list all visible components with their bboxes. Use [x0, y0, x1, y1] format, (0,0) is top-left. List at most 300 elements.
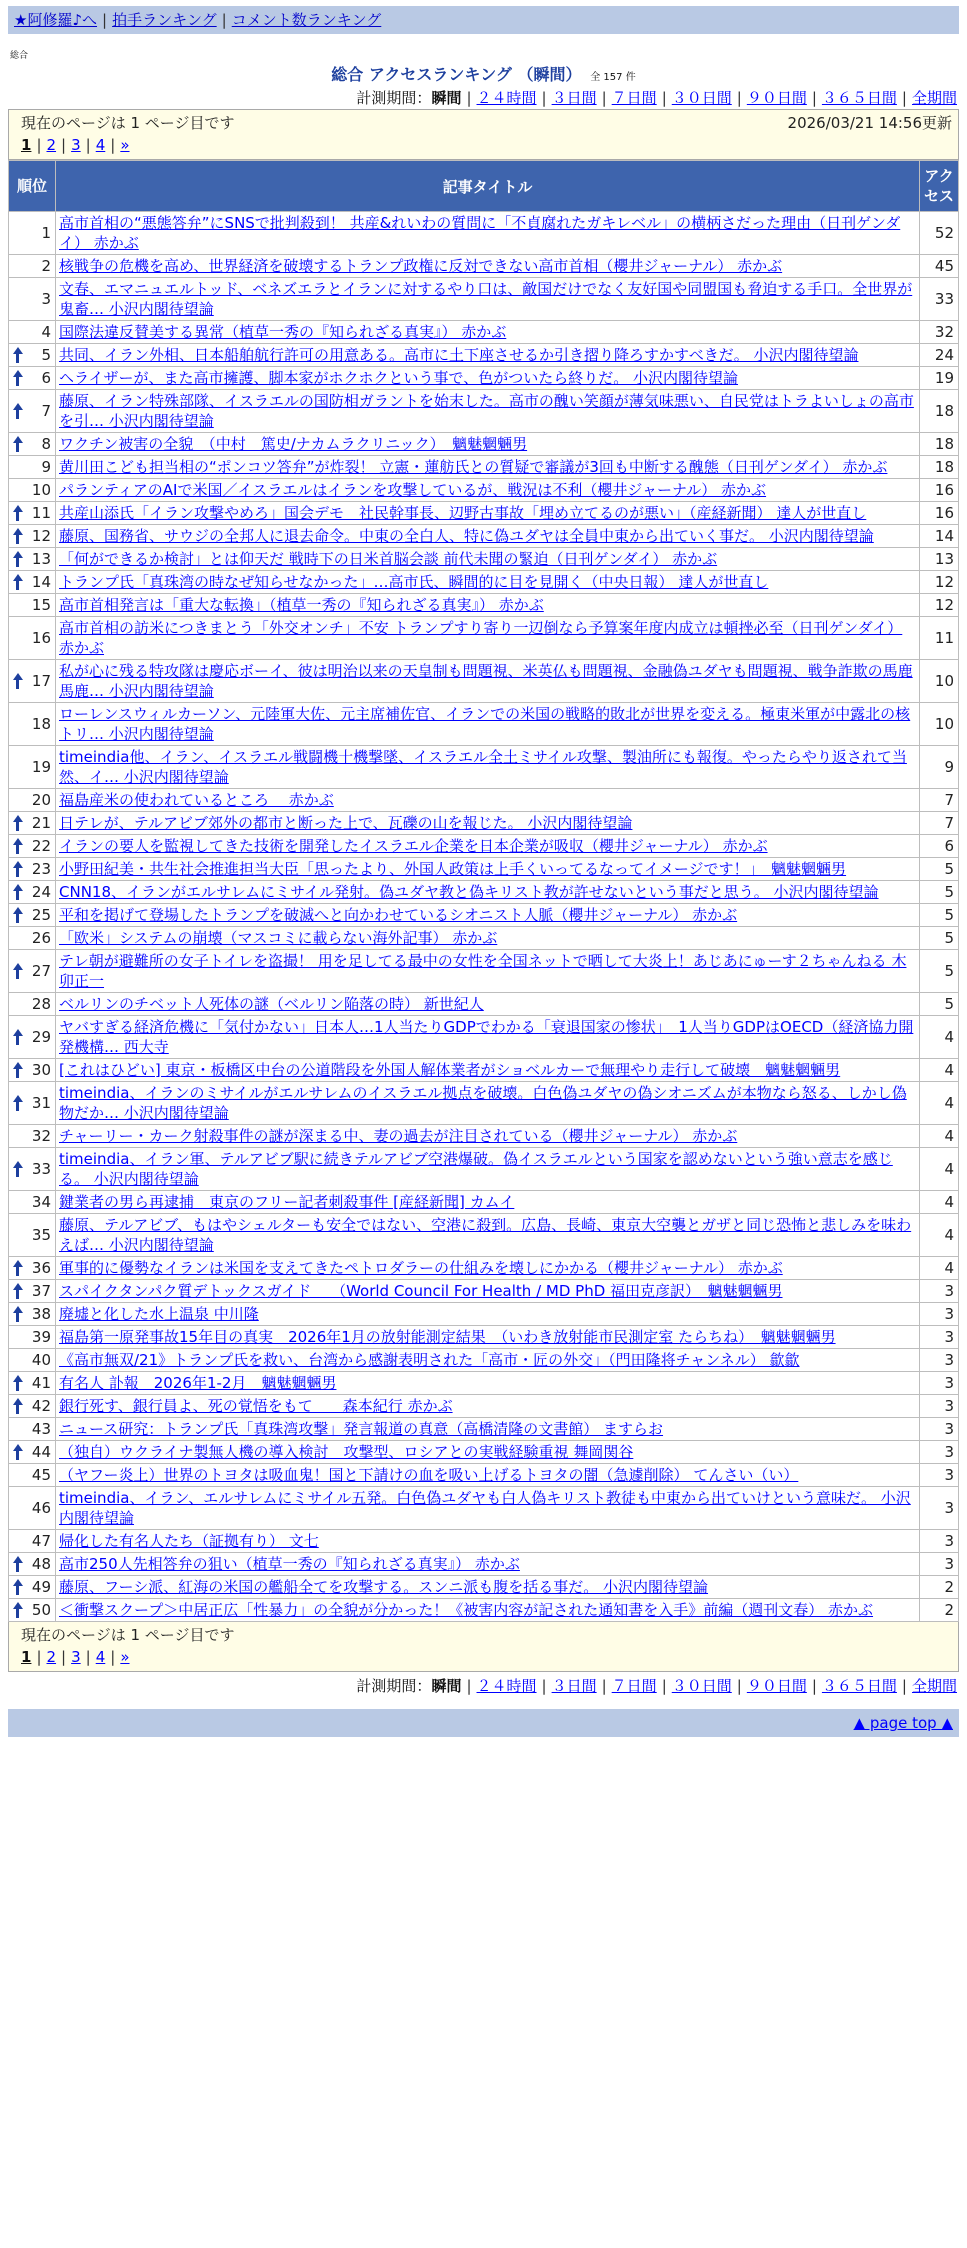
title-cell [56, 1191, 920, 1214]
article-link[interactable]: 《高市無双/21》トランプ氏を救い、台湾から感謝表明された「高市・匠の外交」（門田隆将チャンネル） 歙歙 [59, 1351, 800, 1369]
rank-cell [9, 212, 56, 255]
rank-number: 29 [31, 1028, 51, 1046]
table-row [9, 278, 959, 321]
rank-number: 35 [31, 1226, 51, 1244]
article-link[interactable]: ＜衝撃スクープ＞中居正広「性暴力」の全貌が分かった！《被害内容が記された通知書を入手》前編（週刊文春） 赤かぶ [59, 1601, 874, 1619]
article-link[interactable]: 藤原、イラン特殊部隊、イスラエルの国防相ガラントを始末した。高市の醜い笑顔が薄気味悪い、自民党はトラよいしょの高市を引… 小沢内閣待望論 [59, 392, 914, 430]
article-link[interactable]: 小野田紀美・共生社会推進担当大臣「思ったより、外国人政策は上手くいってるなってイメージです！」 魑魅魍魎男 [59, 860, 847, 878]
table-row [9, 525, 959, 548]
access-count: 18 [920, 433, 959, 456]
page-link[interactable]: 3 [71, 136, 81, 154]
rank-number: 8 [41, 435, 51, 453]
table-row [9, 950, 959, 993]
table-row [9, 212, 959, 255]
current-page-text: 現在のページは 1 ページ目です [21, 1626, 235, 1644]
article-link[interactable]: ヘライザーが、また高市擁護、脚本家がホクホクという事で、色がついたら終りだ。 小沢内閣待望論 [59, 369, 739, 387]
rank-number: 46 [31, 1499, 51, 1517]
rank-number: 3 [41, 290, 51, 308]
rank-number: 10 [31, 481, 51, 499]
rank-up-arrow-icon [12, 436, 23, 452]
access-count: 4 [920, 1059, 959, 1082]
access-count: 18 [920, 390, 959, 433]
table-row [9, 594, 959, 617]
rank-cell [9, 927, 56, 950]
genre-label: 総合 [10, 51, 29, 61]
title-cell [56, 927, 920, 950]
article-link[interactable]: ワクチン被害の全貌 （中村 篤史/ナカムラクリニック） 魑魅魍魎男 [59, 435, 528, 453]
period-separator: | [661, 1677, 667, 1695]
rank-number: 16 [31, 629, 51, 647]
table-row [9, 1418, 959, 1441]
rank-cell [9, 1214, 56, 1257]
table-row [9, 433, 959, 456]
page-link[interactable]: 2 [46, 1648, 57, 1666]
table-row [9, 927, 959, 950]
rank-cell [9, 703, 56, 746]
rank-cell [9, 858, 56, 881]
rank-number: 17 [31, 672, 51, 690]
table-row [9, 1576, 959, 1599]
table-row [9, 1599, 959, 1622]
period-link[interactable]: ３日間 [551, 1677, 597, 1695]
article-link[interactable]: ヤバすぎる経済危機に「気付かない」日本人…1人当たりGDPでわかる「衰退国家の惨状」 1人当りGDPはOECD（経済協力開発機構… 西大寺 [59, 1018, 914, 1056]
access-count: 3 [920, 1441, 959, 1464]
period-link[interactable]: ３０日間 [671, 1677, 732, 1695]
title-cell [56, 1441, 920, 1464]
table-row [9, 1530, 959, 1553]
title-cell [56, 904, 920, 927]
article-link[interactable]: 核戦争の危機を高め、世界経済を破壊するトランプ政権に反対できない高市首相（櫻井ジャーナル） 赤かぶ [59, 257, 783, 275]
rank-cell [9, 278, 56, 321]
rank-cell [9, 881, 56, 904]
rank-up-arrow-icon [12, 528, 23, 544]
rank-number: 32 [31, 1127, 51, 1145]
access-count: 4 [920, 1257, 959, 1280]
rank-number: 15 [31, 596, 51, 614]
rank-cell [9, 548, 56, 571]
rank-up-arrow-icon [12, 884, 23, 900]
col-access-header: アクセス [920, 161, 959, 212]
rank-cell [9, 367, 56, 390]
article-link[interactable]: ローレンスウィルカーソン、元陸軍大佐、元主席補佐官、イランでの米国の戦略的敗北が世界を変える。極東米軍が中露北の核トリ… 小沢内閣待望論 [59, 705, 911, 743]
article-link[interactable]: 共同、イラン外相、日本船舶航行許可の用意ある。高市に土下座させるか引き摺り降ろすかすべきだ。 小沢内閣待望論 [59, 346, 859, 364]
rank-cell [9, 502, 56, 525]
title-cell [56, 502, 920, 525]
rank-number: 21 [31, 814, 51, 832]
rank-number: 44 [31, 1443, 51, 1461]
article-link[interactable]: 鍵業者の男ら再逮捕 東京のフリー記者刺殺事件 [産経新聞] カムイ [59, 1193, 515, 1211]
rank-cell [9, 1553, 56, 1576]
access-count: 3 [920, 1280, 959, 1303]
rank-number: 34 [31, 1193, 51, 1211]
title-cell [56, 390, 920, 433]
rank-up-arrow-icon [12, 963, 23, 979]
table-row [9, 456, 959, 479]
article-link[interactable]: timeindia、イラン、エルサレムにミサイル五発。白色偽ユダヤも白人偽キリスト教徒も中東から出ていけという意味だ。 小沢内閣待望論 [59, 1489, 911, 1527]
table-row [9, 993, 959, 1016]
title-cell [56, 433, 920, 456]
rank-up-arrow-icon [12, 861, 23, 877]
title-cell [56, 1464, 920, 1487]
rank-cell [9, 1280, 56, 1303]
page-link[interactable]: 4 [95, 136, 106, 154]
pagination [21, 134, 952, 156]
rank-up-arrow-icon [12, 1579, 23, 1595]
rank-up-arrow-icon [12, 505, 23, 521]
title-cell [56, 746, 920, 789]
rank-up-arrow-icon [12, 403, 23, 419]
rank-up-arrow-icon [12, 1398, 23, 1414]
title-cell [56, 660, 920, 703]
table-row [9, 703, 959, 746]
title-cell [56, 1280, 920, 1303]
rank-up-arrow-icon [12, 1029, 23, 1045]
access-count: 10 [920, 703, 959, 746]
access-count: 5 [920, 927, 959, 950]
rank-number: 1 [41, 224, 51, 242]
col-rank-header: 順位 [9, 161, 56, 212]
rank-number: 37 [31, 1282, 51, 1300]
title-cell [56, 1530, 920, 1553]
table-row [9, 858, 959, 881]
table-row [9, 812, 959, 835]
table-row [9, 746, 959, 789]
period-separator: | [466, 1677, 472, 1695]
rank-up-arrow-icon [12, 1283, 23, 1299]
rank-cell [9, 1257, 56, 1280]
rank-cell [9, 1441, 56, 1464]
title-cell [56, 1257, 920, 1280]
access-count: 9 [920, 746, 959, 789]
access-count: 5 [920, 858, 959, 881]
article-link[interactable]: スパイクタンパク質デトックスガイド （World Council For Health / MD PhD 福田克彦訳） 魑魅魍魎男 [59, 1282, 783, 1300]
rank-number: 5 [41, 346, 51, 364]
article-link[interactable]: イランの要人を監視してきた技術を開発したイスラエル企業を日本企業が吸収（櫻井ジャーナル） 赤かぶ [59, 837, 768, 855]
article-link[interactable]: 高市首相発言は「重大な転換」（植草一秀の『知られざる真実』） 赤かぶ [59, 596, 544, 614]
page-link[interactable]: 2 [46, 136, 57, 154]
rank-up-arrow-icon [12, 815, 23, 831]
rank-cell [9, 1372, 56, 1395]
table-row [9, 502, 959, 525]
rank-number: 4 [41, 323, 51, 341]
access-count: 4 [920, 1214, 959, 1257]
pagination [21, 1646, 952, 1668]
page-current: 1 [21, 1648, 32, 1666]
page-separator: | [36, 136, 42, 154]
access-count: 3 [920, 1418, 959, 1441]
rank-number: 9 [41, 458, 51, 476]
title-cell [56, 1214, 920, 1257]
table-row [9, 1257, 959, 1280]
rank-number: 43 [31, 1420, 51, 1438]
rank-up-arrow-icon [12, 673, 23, 689]
access-count: 14 [920, 525, 959, 548]
table-row [9, 617, 959, 660]
rank-number: 14 [31, 573, 51, 591]
rank-number: 38 [31, 1305, 51, 1323]
rank-number: 30 [31, 1061, 51, 1079]
article-link[interactable]: 福島第一原発事故15年目の真実 2026年1月の放射能測定結果 （いわき放射能市民測定室 たらちね） 魑魅魍魎男 [59, 1328, 836, 1346]
access-count: 5 [920, 881, 959, 904]
table-row [9, 835, 959, 858]
article-link[interactable]: ベルリンのチベット人死体の謎（ベルリン陥落の時） 新世紀人 [59, 995, 484, 1013]
rank-number: 47 [31, 1532, 51, 1550]
period-link[interactable]: ７日間 [611, 1677, 657, 1695]
rank-up-arrow-icon [12, 1161, 23, 1177]
rank-number: 11 [31, 504, 51, 522]
title-cell [56, 1303, 920, 1326]
title-cell [56, 993, 920, 1016]
access-count: 52 [920, 212, 959, 255]
link-comment-ranking[interactable]: コメント数ランキング [231, 11, 382, 29]
link-asyura[interactable]: ★阿修羅♪へ [14, 11, 98, 29]
title-cell [56, 344, 920, 367]
title-cell [56, 1553, 920, 1576]
rank-number: 39 [31, 1328, 51, 1346]
rank-cell [9, 1148, 56, 1191]
rank-number: 19 [31, 758, 51, 776]
rank-number: 20 [31, 791, 51, 809]
access-count: 3 [920, 1530, 959, 1553]
article-link[interactable]: （独自）ウクライナ製無人機の導入検討 攻撃型、ロシアとの実戦経験重視 舞岡関谷 [59, 1443, 634, 1461]
page-link[interactable]: 4 [95, 1648, 106, 1666]
article-link[interactable]: 福島産米の使われているところ 赤かぶ [59, 791, 334, 809]
period-selector [8, 1675, 959, 1697]
period-link[interactable]: ２４時間 [476, 1677, 537, 1695]
rank-up-arrow-icon [12, 907, 23, 923]
rank-number: 33 [31, 1160, 51, 1178]
article-link[interactable]: timeindia、イランのミサイルがエルサレムのイスラエル拠点を破壊。白色偽ユダヤの偽シオニズムが本物なら怒る、しかし偽物だか… 小沢内閣待望論 [59, 1084, 907, 1122]
rank-cell [9, 479, 56, 502]
title-cell [56, 1372, 920, 1395]
rank-cell [9, 746, 56, 789]
period-selector [8, 87, 959, 109]
article-link[interactable]: 私が心に残る特攻隊は慶応ボーイ、彼は明治以来の天皇制も問題視、米英仏も問題視、金融偽ユダヤも問題視、戦争詐欺の馬鹿馬鹿… 小沢内閣待望論 [59, 662, 913, 700]
table-row [9, 1487, 959, 1530]
article-link[interactable]: 共産山添氏「イラン攻撃やめろ」国会デモ 社民幹事長、辺野古事故「埋め立てるのが悪い」（産経新聞） 達人が世直し [59, 504, 867, 522]
rank-number: 24 [31, 883, 51, 901]
access-count: 4 [920, 1125, 959, 1148]
rank-number: 2 [41, 257, 51, 275]
article-link[interactable]: 銀行死す、銀行員よ、死の覚悟をもて 森本紀行 赤かぶ [59, 1397, 453, 1415]
article-link[interactable]: （ヤフー炎上）世界のトヨタは吸血鬼！国と下請けの血を吸い上げるトヨタの闇（急遽削除） てんさい（い） [59, 1466, 799, 1484]
article-link[interactable]: 藤原、フーシ派、紅海の米国の艦船全てを攻撃する。スンニ派も腹を括る事だ。 小沢内閣待望論 [59, 1578, 709, 1596]
article-link[interactable]: ニュース研究：トランプ氏「真珠湾攻撃」発言報道の真意（高橋清隆の文書館） ますらお [59, 1420, 664, 1438]
article-link[interactable]: 黄川田こども担当相の“ポンコツ答弁”が炸裂！ 立憲・蓮舫氏との質疑で審議が3回も中断する醜態（日刊ゲンダイ） 赤かぶ [59, 458, 888, 476]
rank-number: 27 [31, 962, 51, 980]
access-count: 7 [920, 789, 959, 812]
article-link[interactable]: 高市250人先相答弁の狙い（植草一秀の『知られざる真実』） 赤かぶ [59, 1555, 520, 1573]
col-title-header: 記事タイトル [56, 161, 920, 212]
nav-separator: | [102, 11, 108, 29]
rank-number: 49 [31, 1578, 51, 1596]
rank-number: 45 [31, 1466, 51, 1484]
article-link[interactable]: チャーリー・カーク射殺事件の謎が深まる中、妻の過去が注目されている（櫻井ジャーナル） 赤かぶ [59, 1127, 738, 1145]
title-cell [56, 1016, 920, 1059]
title-cell [56, 1395, 920, 1418]
table-row [9, 1349, 959, 1372]
rank-cell [9, 950, 56, 993]
page-separator: | [110, 1648, 116, 1666]
title-cell [56, 1599, 920, 1622]
rank-up-arrow-icon [12, 551, 23, 567]
rank-number: 7 [41, 402, 51, 420]
page-separator: | [36, 1648, 42, 1666]
article-link[interactable]: 平和を掲げて登場したトランプを破滅へと向かわせているシオニスト人脈（櫻井ジャーナル） 赤かぶ [59, 906, 738, 924]
page-separator: | [61, 1648, 67, 1666]
access-count: 19 [920, 367, 959, 390]
updated-timestamp: 2026/03/21 14:56更新 [787, 114, 952, 132]
title-cell [56, 835, 920, 858]
period-separator: | [601, 89, 607, 107]
article-link[interactable]: 高市首相の“悪態答弁”にSNSで批判殺到！ 共産&れいわの質問に「不貞腐れたガキレベル」の横柄さだった理由（日刊ゲンダイ） 赤かぶ [59, 214, 901, 252]
article-link[interactable]: [これはひどい] 東京・板橋区中台の公道階段を外国人解体業者がショベルカーで無理やり走行して破壊 魑魅魍魎男 [59, 1061, 841, 1079]
rank-up-arrow-icon [12, 1602, 23, 1618]
table-row [9, 1059, 959, 1082]
article-link[interactable]: timeindia他、イラン、イスラエル戦闘機十機撃墜、イスラエル全土ミサイル攻撃、製油所にも報復。やったらやり返されて当然、イ… 小沢内閣待望論 [59, 748, 907, 786]
article-link[interactable]: 帰化した有名人たち（証拠有り） 文七 [59, 1532, 319, 1550]
page-next-link[interactable]: » [120, 136, 130, 154]
rank-up-arrow-icon [12, 574, 23, 590]
period-separator: | [661, 89, 667, 107]
access-count: 3 [920, 1372, 959, 1395]
article-link[interactable]: テレ朝が避難所の女子トイレを盗撮！ 用を足してる最中の女性を全国ネットで晒して大炎上！あじあにゅーす２ちゃんねる 木卯正一 [59, 952, 907, 990]
nav-separator: | [221, 11, 227, 29]
rank-cell [9, 904, 56, 927]
table-header-row [9, 161, 959, 212]
title-cell [56, 571, 920, 594]
access-count: 45 [920, 255, 959, 278]
title-cell [56, 1576, 920, 1599]
table-row [9, 255, 959, 278]
access-count: 4 [920, 1082, 959, 1125]
rank-number: 12 [31, 527, 51, 545]
article-link[interactable]: パランティアのAIで米国／イスラエルはイランを攻撃しているが、戦況は不利（櫻井ジャーナル） 赤かぶ [59, 481, 767, 499]
article-link[interactable]: 藤原、国務省、サウジの全邦人に退去命令。中東の全白人、特に偽ユダヤは全員中東から出ていく事だ。 小沢内閣待望論 [59, 527, 874, 545]
access-count: 10 [920, 660, 959, 703]
title-cell [56, 1326, 920, 1349]
article-link[interactable]: timeindia、イラン軍、テルアビブ駅に続きテルアビブ空港爆破。偽イスラエルという国家を認めないという強い意志を感じる。 小沢内閣待望論 [59, 1150, 893, 1188]
title-cell [56, 456, 920, 479]
table-row [9, 1553, 959, 1576]
table-row [9, 1214, 959, 1257]
rank-cell [9, 1418, 56, 1441]
period-separator: | [601, 1677, 607, 1695]
article-link[interactable]: 「欧米」システムの崩壊（マスコミに載らない海外記事） 赤かぶ [59, 929, 498, 947]
title-cell [56, 1148, 920, 1191]
rank-cell [9, 1191, 56, 1214]
period-link[interactable]: 全期間 [911, 89, 957, 107]
rank-cell [9, 1125, 56, 1148]
access-count: 3 [920, 1487, 959, 1530]
rank-number: 41 [31, 1374, 51, 1392]
rank-number: 28 [31, 995, 51, 1013]
rank-cell [9, 835, 56, 858]
access-count: 3 [920, 1395, 959, 1418]
rank-cell [9, 1599, 56, 1622]
table-row [9, 390, 959, 433]
access-count: 16 [920, 502, 959, 525]
period-link[interactable]: ３０日間 [671, 89, 732, 107]
rank-cell [9, 789, 56, 812]
period-separator: | [541, 1677, 547, 1695]
article-link[interactable]: 国際法違反賛美する異常（植草一秀の『知られざる真実』） 赤かぶ [59, 323, 507, 341]
table-row [9, 1125, 959, 1148]
period-link[interactable]: ３日間 [551, 89, 597, 107]
rank-cell [9, 390, 56, 433]
rank-cell [9, 660, 56, 703]
article-link[interactable]: 日テレが、テルアビブ郊外の都市と断った上で、瓦礫の山を報じた。 小沢内閣待望論 [59, 814, 633, 832]
access-count: 12 [920, 594, 959, 617]
article-link[interactable]: 藤原、テルアビブ、もはやシェルターも安全ではない、空港に殺到。広島、長崎、東京大空襲とガザと同じ恐怖と悲しみを味わえば… 小沢内閣待望論 [59, 1216, 912, 1254]
rank-cell [9, 525, 56, 548]
article-link[interactable]: 有名人 訃報 2026年1-2月 魑魅魍魎男 [59, 1374, 337, 1392]
rank-cell [9, 812, 56, 835]
rank-number: 13 [31, 550, 51, 568]
article-link[interactable]: 文春、エマニュエルトッド、ベネズエラとイランに対するやり口は、敵国だけでなく友好国や同盟国も脅迫する手口。全世界が鬼畜… 小沢内閣待望論 [59, 280, 913, 318]
link-clap-ranking[interactable]: 拍手ランキング [112, 11, 217, 29]
article-link[interactable]: 廃墟と化した水上温泉 中川隆 [59, 1305, 259, 1323]
page-top-link[interactable]: ▲ page top ▲ [853, 1714, 953, 1732]
table-row [9, 1303, 959, 1326]
period-separator: | [541, 89, 547, 107]
rank-cell [9, 1303, 56, 1326]
table-row [9, 1464, 959, 1487]
rank-up-arrow-icon [12, 370, 23, 386]
access-count: 11 [920, 617, 959, 660]
page-next-link[interactable]: » [120, 1648, 130, 1666]
access-count: 2 [920, 1576, 959, 1599]
period-link[interactable]: ９０日間 [746, 89, 807, 107]
period-separator: | [466, 89, 472, 107]
rank-cell [9, 344, 56, 367]
access-count: 2 [920, 1599, 959, 1622]
article-link[interactable]: 「何ができるか検討」とは仰天だ 戦時下の日米首脳会談 前代未聞の緊迫（日刊ゲンダイ） 赤かぶ [59, 550, 718, 568]
period-link[interactable]: ３６５日間 [821, 1677, 897, 1695]
period-link[interactable]: ３６５日間 [821, 89, 897, 107]
info-box-bottom [8, 1622, 959, 1672]
page-link[interactable]: 3 [71, 1648, 81, 1666]
access-count: 32 [920, 321, 959, 344]
period-separator: | [736, 1677, 742, 1695]
access-count: 13 [920, 548, 959, 571]
period-link[interactable]: ７日間 [611, 89, 657, 107]
rank-cell [9, 1464, 56, 1487]
table-row [9, 344, 959, 367]
period-link[interactable]: 全期間 [911, 1677, 957, 1695]
title-cell [56, 255, 920, 278]
article-link[interactable]: 軍事的に優勢なイランは米国を支えてきたペトロダラーの仕組みを壊しにかかる（櫻井ジャーナル） 赤かぶ [59, 1259, 783, 1277]
rank-number: 36 [31, 1259, 51, 1277]
article-link[interactable]: 高市首相の訪米につきまとう「外交オンチ」不安 トランプすり寄り一辺倒なら予算案年度内成立は頓挫必至（日刊ゲンダイ） 赤かぶ [59, 619, 903, 657]
title-cell [56, 525, 920, 548]
period-link[interactable]: ２４時間 [476, 89, 537, 107]
page-separator: | [110, 136, 116, 154]
table-row [9, 1441, 959, 1464]
access-count: 5 [920, 993, 959, 1016]
access-count: 4 [920, 1191, 959, 1214]
period-current: 瞬間 [431, 1677, 462, 1695]
article-link[interactable]: CNN18、イランがエルサレムにミサイル発射。偽ユダヤ教と偽キリスト教が許せないという事だと思う。 小沢内閣待望論 [59, 883, 879, 901]
period-separator: | [736, 89, 742, 107]
rank-cell [9, 321, 56, 344]
title-cell [56, 789, 920, 812]
access-count: 24 [920, 344, 959, 367]
title-cell [56, 950, 920, 993]
total-count: 全 157 件 [590, 72, 636, 83]
period-link[interactable]: ９０日間 [746, 1677, 807, 1695]
article-link[interactable]: トランプ氏「真珠湾の時なぜ知らせなかった」…高市氏、瞬間的に目を見開く（中央日報） 達人が世直し [59, 573, 769, 591]
